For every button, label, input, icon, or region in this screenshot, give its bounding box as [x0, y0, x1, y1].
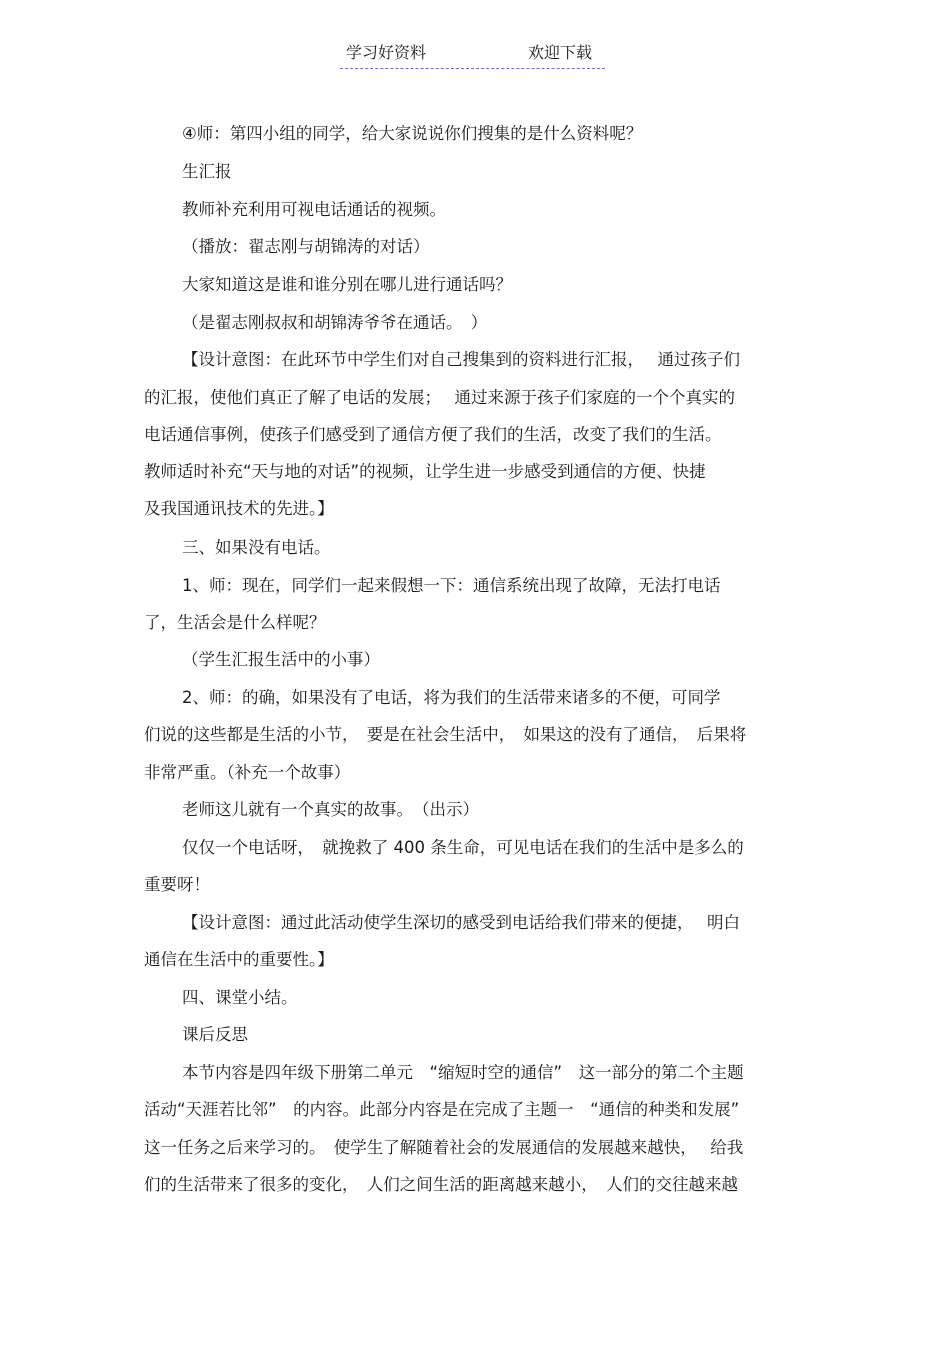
text-line: （播放：翟志刚与胡锦涛的对话）	[182, 237, 430, 256]
text-line: 课后反思	[182, 1025, 248, 1044]
text-line: 的汇报，使他们真正了解了电话的发展； 通过来源于孩子们家庭的一个个真实的	[144, 388, 735, 407]
text-line: ④师：第四小组的同学，给大家说说你们搜集的是什么资料呢？	[182, 124, 643, 143]
text-line: 通信在生活中的重要性。】	[144, 950, 334, 969]
header-left-text: 学习好资料	[346, 43, 427, 62]
text-line: 活动“天涯若比邻” 的内容。此部分内容是在完成了主题一 “通信的种类和发展”	[144, 1100, 740, 1119]
text-line: （学生汇报生活中的小事）	[182, 650, 380, 669]
text-line: 2、师：的确，如果没有了电话，将为我们的生活带来诸多的不便，可同学	[182, 688, 721, 707]
text-line: 1、师：现在，同学们一起来假想一下：通信系统出现了故障，无法打电话	[182, 576, 721, 595]
text-line: 非常严重。（补充一个故事）	[144, 763, 351, 782]
text-line: 【设计意图：通过此活动使学生深切的感受到电话给我们带来的便捷， 明白	[182, 913, 740, 932]
text-line: 们说的这些都是生活的小节， 要是在社会生活中， 如果这的没有了通信， 后果将	[144, 725, 747, 744]
text-line: 电话通信事例，使孩子们感受到了通信方便了我们的生活，改变了我们的生活。	[144, 425, 722, 444]
text-line: 本节内容是四年级下册第二单元 “缩短时空的通信” 这一部分的第二个主题	[182, 1063, 744, 1082]
text-line: 及我国通讯技术的先进。】	[144, 499, 334, 518]
text-line: 【设计意图：在此环节中学生们对自己搜集到的资料进行汇报， 通过孩子们	[182, 350, 740, 369]
page-header	[340, 38, 605, 69]
text-line: 这一任务之后来学习的。 使学生了解随着社会的发展通信的发展越来越快， 给我	[144, 1138, 744, 1157]
header-right-text: 欢迎下载	[528, 43, 593, 62]
text-line: （是翟志刚叔叔和胡锦涛爷爷在通话。 ）	[182, 313, 488, 332]
text-line: 四、课堂小结。	[182, 988, 298, 1007]
text-line: 仅仅一个电话呀， 就挽救了 400 条生命，可见电话在我们的生活中是多么的	[182, 838, 744, 857]
text-line: 大家知道这是谁和谁分别在哪儿进行通话吗？	[182, 275, 512, 294]
text-line: 教师适时补充“天与地的对话”的视频，让学生进一步感受到通信的方便、快捷	[144, 462, 706, 481]
text-line: 三、如果没有电话。	[182, 538, 331, 557]
text-line: 重要呀！	[144, 875, 210, 894]
text-line: 们的生活带来了很多的变化， 人们之间生活的距离越来越小， 人们的交往越来越	[144, 1175, 738, 1194]
text-line: 了，生活会是什么样呢？	[144, 613, 326, 632]
text-line: 老师这儿就有一个真实的故事。 （出示）	[182, 800, 479, 819]
text-line: 生汇报	[182, 162, 232, 181]
text-line: 教师补充利用可视电话通话的视频。	[182, 200, 446, 219]
